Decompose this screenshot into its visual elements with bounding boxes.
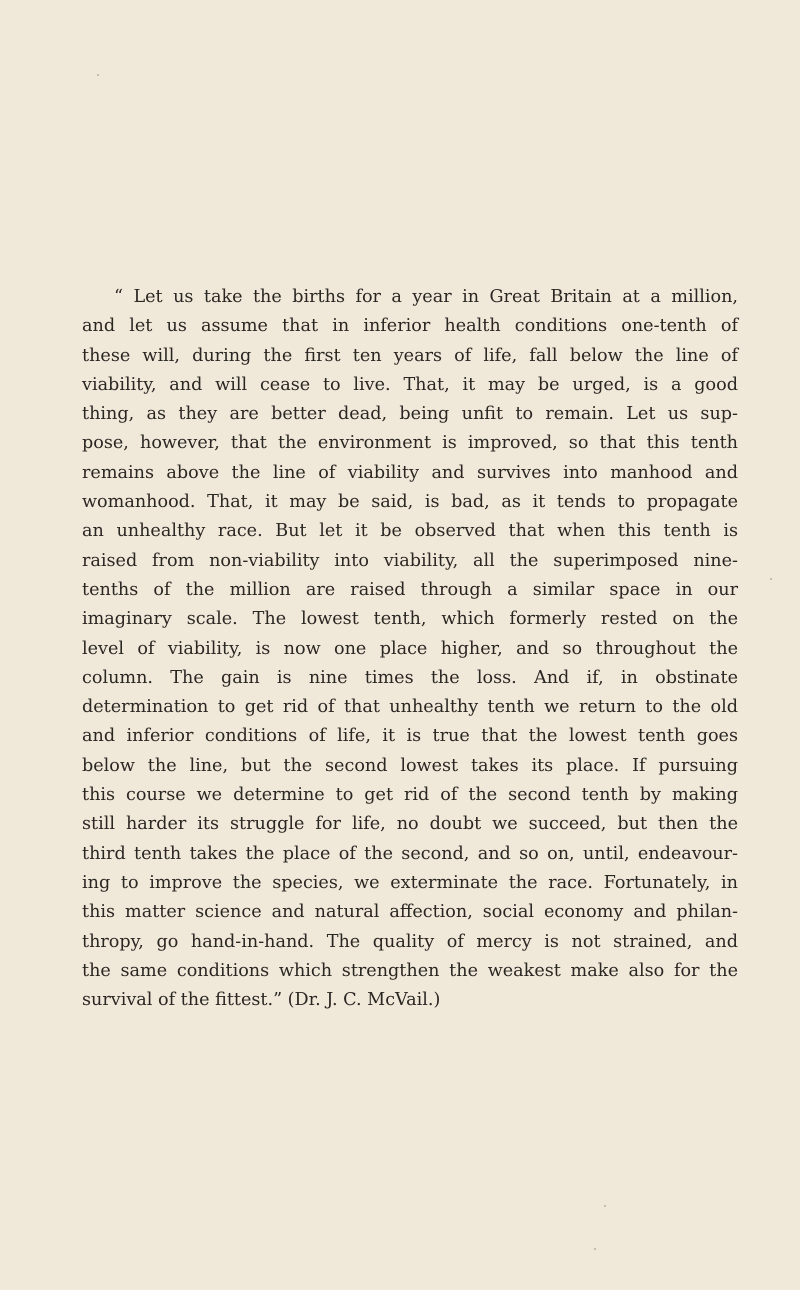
text-line: column. The gain is nine times the loss. And if, in obstinate <box>82 667 738 688</box>
text-line: and inferior conditions of life, it is true that the lowest tenth goes <box>82 726 738 747</box>
text-line: imaginary scale. The lowest tenth, which formerly rested on the <box>82 609 738 630</box>
text-line: pose, however, that the environment is improved, so that this tenth <box>82 433 738 454</box>
text-line: this course we determine to get rid of the second tenth by making <box>82 785 738 806</box>
text-line: tenths of the million are raised through a similar space in our <box>82 579 738 600</box>
text-line: remains above the line of viability and survives into manhood and <box>82 462 738 483</box>
text-line: thropy, go hand-in-hand. The quality of mercy is not strained, and <box>82 931 738 952</box>
text-line: the same conditions which strengthen the weakest make also for the <box>82 960 738 981</box>
text-line: level of viability, is now one place higher, and so throughout the <box>82 638 738 659</box>
text-line: and let us assume that in inferior health conditions one-tenth of <box>82 316 738 337</box>
paper-speck <box>604 1205 606 1207</box>
text-line: womanhood. That, it may be said, is bad, as it tends to propagate <box>82 492 738 513</box>
text-line: this matter science and natural affection, social economy and philan- <box>82 902 738 923</box>
text-line: thing, as they are better dead, being unfit to remain. Let us sup- <box>82 404 738 425</box>
quotation-paragraph <box>82 283 738 1015</box>
text-line: ing to improve the species, we exterminate the race. Fortunately, in <box>82 872 738 893</box>
text-line: viability, and will cease to live. That, it may be urged, is a good <box>82 374 738 395</box>
text-line: raised from non-viability into viability, all the superimposed nine- <box>82 550 738 571</box>
text-line: these will, during the first ten years of life, fall below the line of <box>82 345 738 366</box>
paper-speck <box>770 578 772 580</box>
text-line: determination to get rid of that unhealthy tenth we return to the old <box>82 697 738 718</box>
text-line: survival of the fittest.” (Dr. J. C. McVail.) <box>82 990 441 1011</box>
paper-speck <box>594 1248 596 1250</box>
text-line: below the line, but the second lowest takes its place. If pursuing <box>82 755 738 776</box>
paper-speck <box>97 74 99 76</box>
text-line: third tenth takes the place of the second, and so on, until, endeavour- <box>82 843 738 864</box>
text-line: still harder its struggle for life, no doubt we succeed, but then the <box>82 814 738 835</box>
text-line: an unhealthy race. But let it be observed that when this tenth is <box>82 521 738 542</box>
text-line: “ Let us take the births for a year in Great Britain at a million, <box>114 287 738 307</box>
